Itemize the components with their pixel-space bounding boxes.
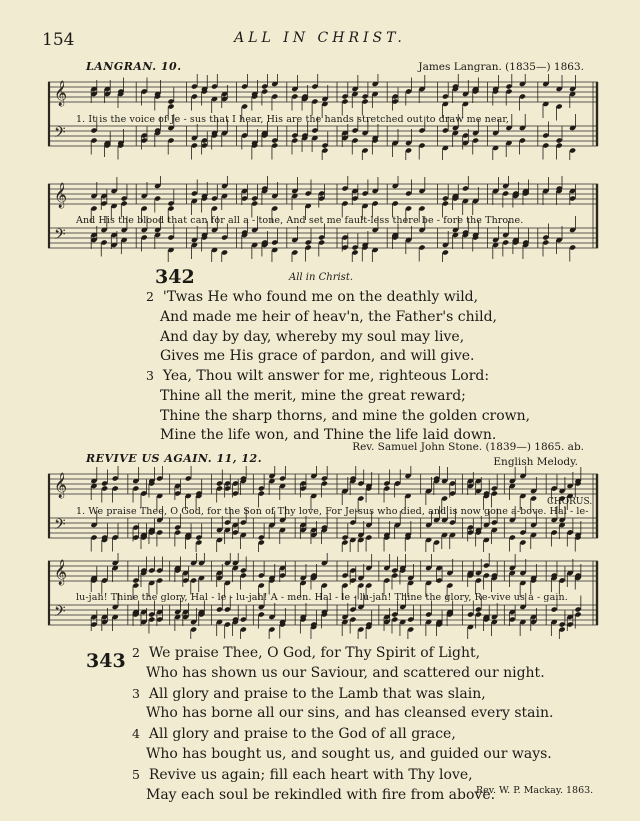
verse-line: 'Twas He who found me on the deathly wild, <box>162 289 479 305</box>
svg-text:𝄢: 𝄢 <box>54 124 66 145</box>
page-number: 154 <box>42 30 75 50</box>
verse-342-3 <box>146 366 530 446</box>
verse-line: All glory and praise to the Lamb that was slain, <box>148 685 486 702</box>
verse-number: 2 <box>146 289 154 304</box>
hymn-subtitle-342: All in Christ. <box>289 272 354 283</box>
tune-name-342: LANGRAN. 10. <box>86 60 182 73</box>
running-header: ALL IN CHRIST. <box>234 30 406 46</box>
svg-text:𝄢: 𝄢 <box>54 516 66 537</box>
hymn-number-342: 342 <box>155 266 195 288</box>
lyric-342-line2: And His the blood that can for all a - tone, And set me fault-less there be - fore the Throne. <box>76 215 524 226</box>
svg-text:𝄞: 𝄞 <box>54 473 68 498</box>
tune-name-343: REVIVE US AGAIN. 11, 12. <box>86 452 263 465</box>
verse-line: Thine all the merit, mine the great reward; <box>160 387 466 404</box>
verse-number: 2 <box>132 645 140 660</box>
hymn-number-343: 343 <box>86 650 126 672</box>
verse-line: Gives me His grace of pardon, and will give. <box>160 348 475 365</box>
verse-line: Who has borne all our sins, and has cleansed every stain. <box>146 705 554 722</box>
verse-line: Revive us again; fill each heart with Thy love, <box>148 766 473 783</box>
verse-line: Who has shown us our Saviour, and scattered our night. <box>146 664 545 681</box>
verse-line: May each soul be rekindled with fire from above. <box>146 786 496 803</box>
verse-line: We praise Thee, O God, for Thy Spirit of Light, <box>148 645 481 661</box>
verse-line: All glory and praise to the God of all grace, <box>148 726 456 743</box>
source-343: English Melody. <box>493 456 578 468</box>
verses-343 <box>132 643 553 805</box>
verse-line: Thine the sharp thorns, and mine the golden crown, <box>160 407 531 424</box>
lyric-343-line2: lu-jah! Thine the glory, Hal - le - lu-jah! A - men. Hal - le - lu-jah! Thine the glory, Re-vive us a - gain. <box>76 592 568 603</box>
author-342: Rev. Samuel John Stone. (1839—) 1865. ab. <box>352 441 584 453</box>
verse-line: And made me heir of heav'n, the Father's child, <box>160 308 497 325</box>
svg-text:𝄞: 𝄞 <box>54 183 68 208</box>
svg-text:𝄞: 𝄞 <box>54 81 68 106</box>
svg-text:𝄢: 𝄢 <box>54 226 66 247</box>
lyric-342-line1: 1. It is the voice of Je - sus that I hear, His are the hands stretched out to draw me near, <box>76 114 510 125</box>
lyric-343-line1: 1. We praise Thee, O God, for the Son of Thy love, For Je-sus who died, and is now gone a-bove. Hal - le- <box>76 506 589 517</box>
author-343: Rev. W. P. Mackay. 1863. <box>476 785 594 796</box>
verse-line: Yea, Thou wilt answer for me, righteous Lord: <box>162 368 490 384</box>
verse-number: 4 <box>132 726 140 742</box>
verse-line: And day by day, whereby my soul may live, <box>160 328 465 345</box>
verse-line: Mine the life won, and Thine the life laid down. <box>160 427 497 444</box>
svg-text:𝄢: 𝄢 <box>54 603 66 624</box>
verse-number: 3 <box>132 685 140 701</box>
composer-342: James Langran. (1835—) 1863. <box>418 61 584 73</box>
verse-342-2 <box>146 287 497 367</box>
chorus-label: CHORUS. <box>547 497 593 507</box>
verse-number: 5 <box>132 766 140 782</box>
verse-number: 3 <box>146 368 154 383</box>
svg-text:𝄞: 𝄞 <box>54 560 68 585</box>
verse-line: Who has bought us, and sought us, and guided our ways. <box>146 745 552 762</box>
